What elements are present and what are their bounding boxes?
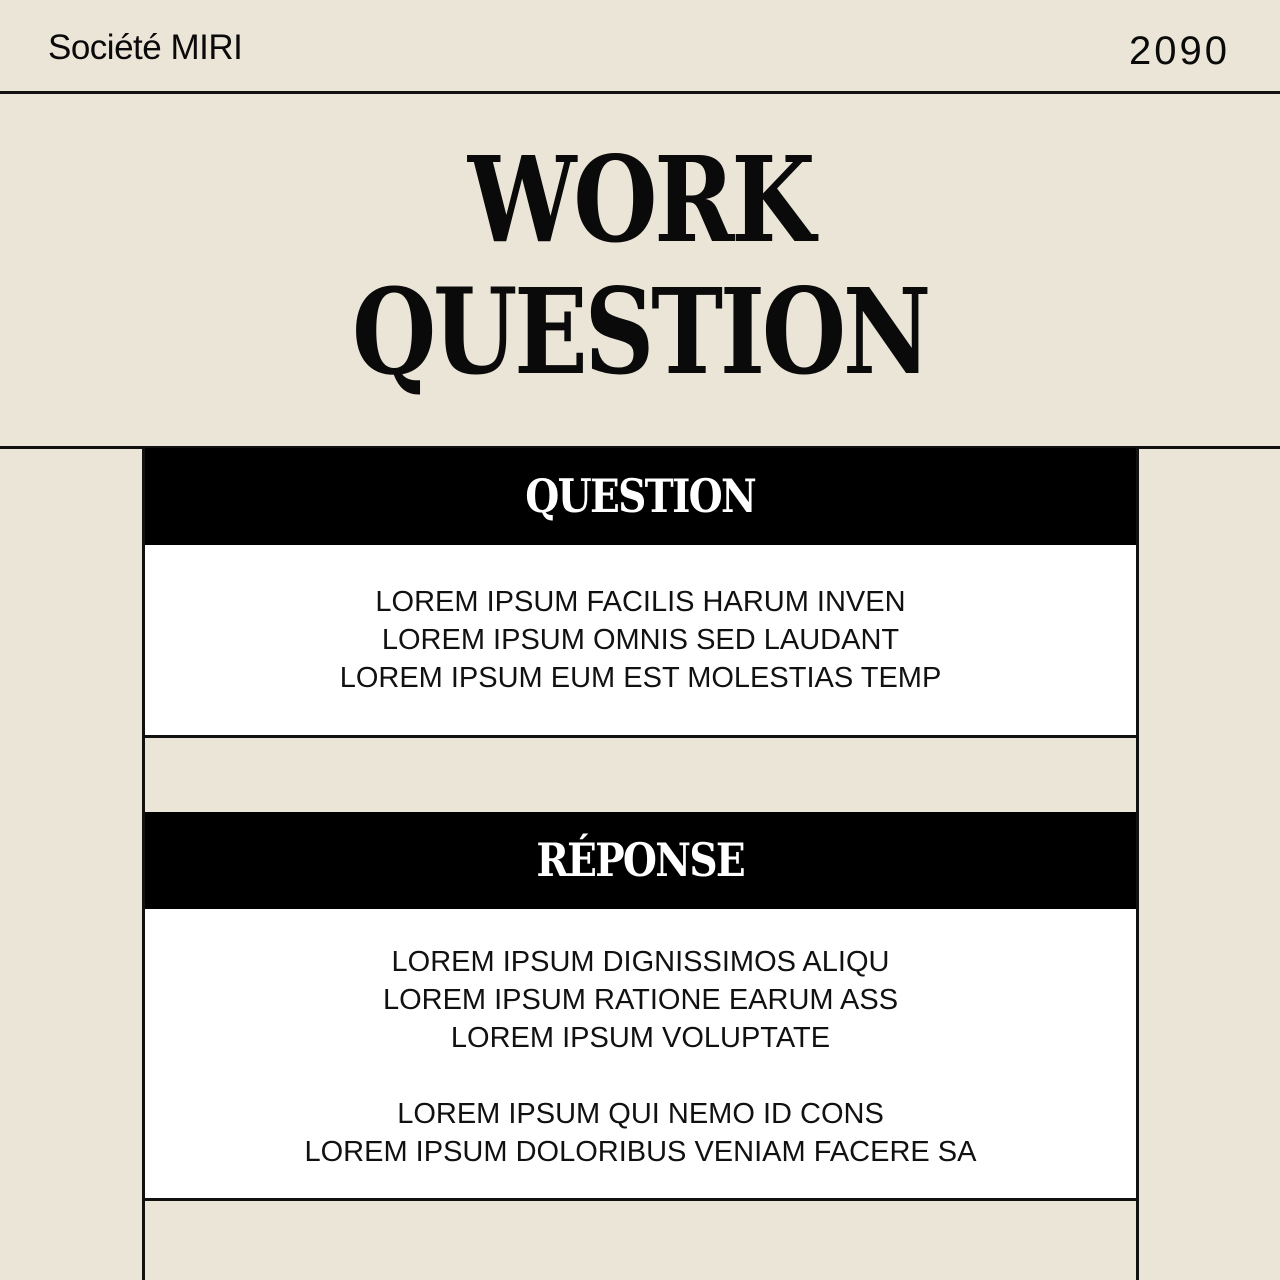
- paragraph-gap: [145, 1057, 1136, 1095]
- title-line-2: QUESTION: [351, 262, 929, 401]
- question-card: [145, 545, 1136, 738]
- brand-name: Société MIRI: [48, 28, 243, 67]
- answer-line: LOREM IPSUM QUI NEMO ID CONS: [397, 1098, 884, 1130]
- title-line-1: WORK: [467, 130, 813, 269]
- page-title: [115, 130, 1165, 401]
- answer-heading-band: [145, 812, 1136, 909]
- year-label: 2090: [1129, 29, 1230, 73]
- answer-card: [145, 909, 1136, 1201]
- question-heading-band: [145, 448, 1136, 545]
- answer-line: LOREM IPSUM VOLUPTATE: [450, 1022, 831, 1054]
- question-line: LOREM IPSUM FACILIS HARUM INVEN: [375, 586, 906, 618]
- question-heading: QUESTION: [525, 469, 756, 523]
- question-line: LOREM IPSUM OMNIS SED LAUDANT: [381, 624, 900, 656]
- header-bar: [0, 0, 1280, 94]
- answer-heading: RÉPONSE: [536, 833, 745, 887]
- answer-line: LOREM IPSUM RATIONE EARUM ASS: [382, 984, 899, 1016]
- answer-line: LOREM IPSUM DIGNISSIMOS ALIQU: [391, 946, 890, 978]
- question-line: LOREM IPSUM EUM EST MOLESTIAS TEMP: [339, 662, 942, 694]
- answer-line: LOREM IPSUM DOLORIBUS VENIAM FACERE SA: [304, 1136, 977, 1168]
- content-column: [142, 448, 1139, 1280]
